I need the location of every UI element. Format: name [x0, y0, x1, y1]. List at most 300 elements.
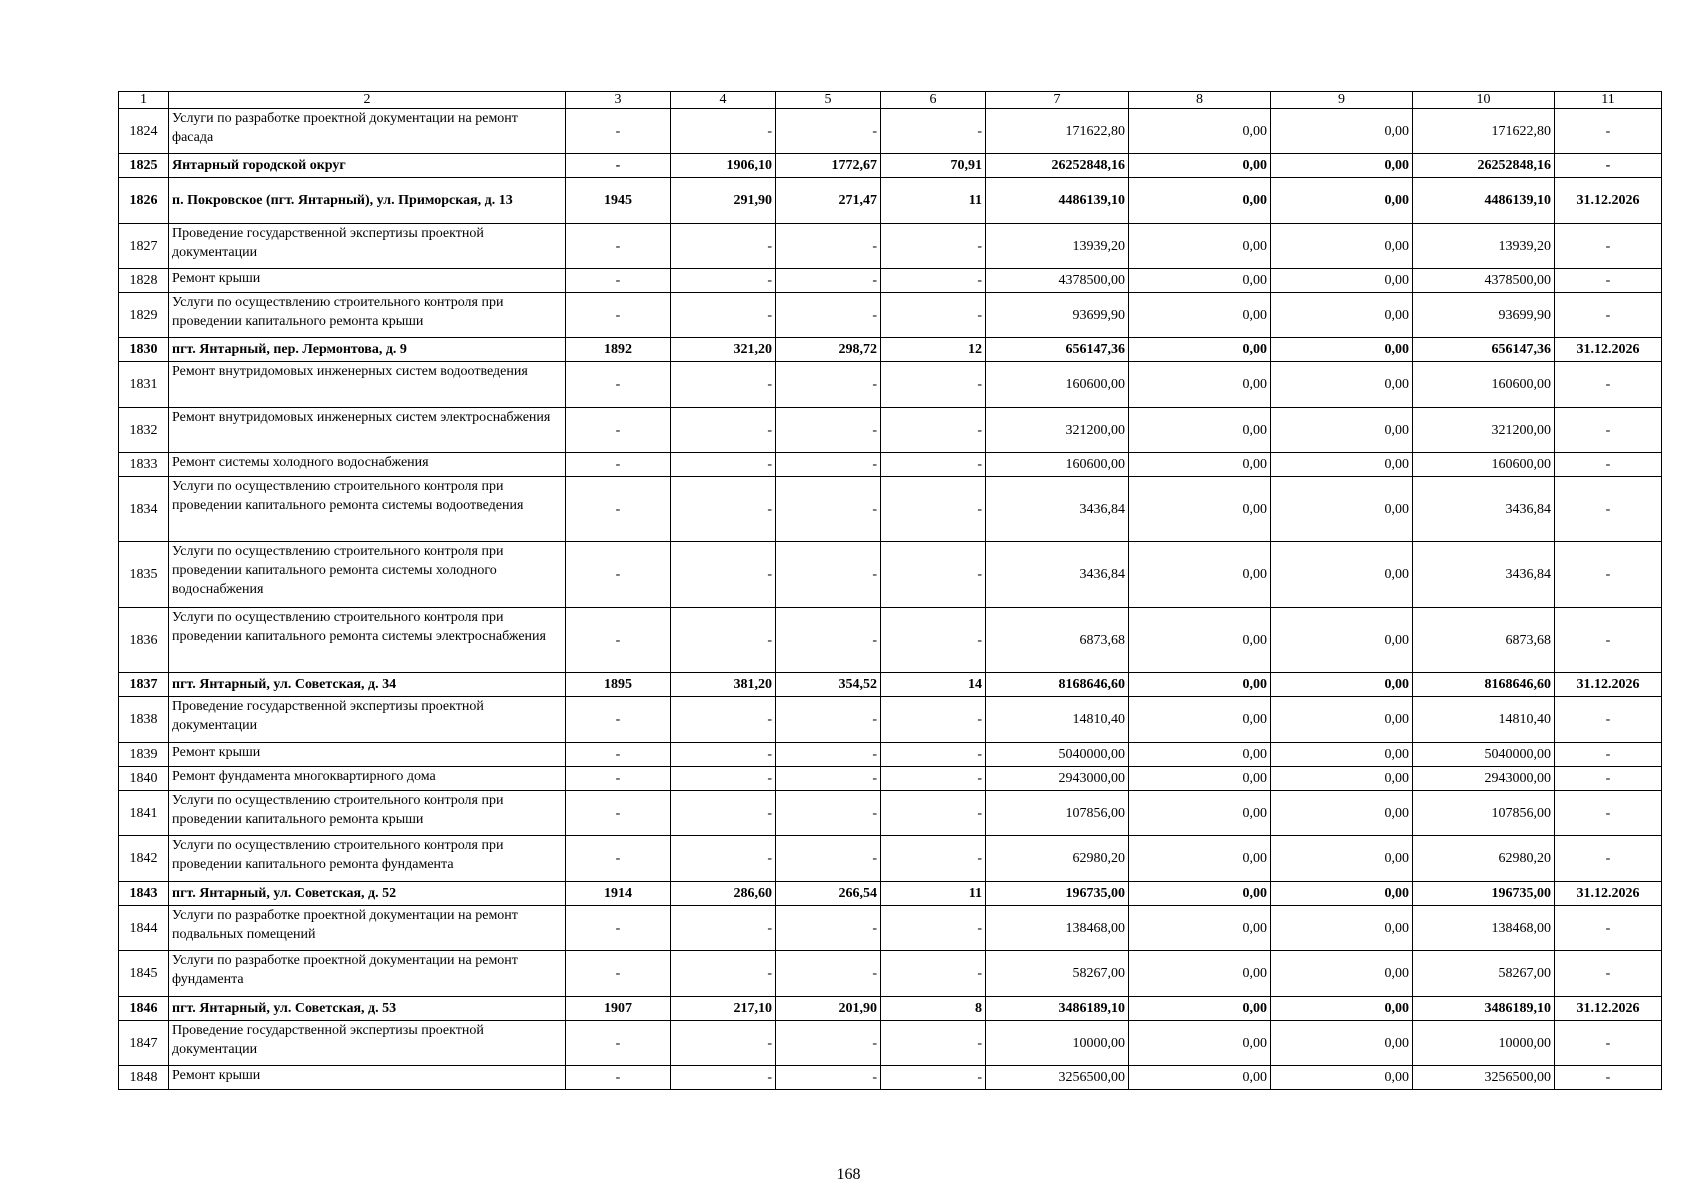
- cell-cost-total: 10000,00: [986, 1021, 1129, 1066]
- cell-fund-federal: 0,00: [1129, 362, 1271, 408]
- cell-fund-owners: 6873,68: [1413, 608, 1555, 673]
- table-row: [119, 453, 1662, 477]
- cell-area-living: -: [776, 743, 881, 767]
- table-row: [119, 882, 1662, 906]
- cell-fund-owners: 3436,84: [1413, 477, 1555, 542]
- row-name: Услуги по осуществлению строительного контроля при проведении капитального ремонта системы холодного водоснабжения: [169, 542, 566, 608]
- table-row: [119, 269, 1662, 293]
- cell-fund-owners: 2943000,00: [1413, 767, 1555, 791]
- cell-year: -: [566, 224, 671, 269]
- cell-residents: -: [881, 906, 986, 951]
- cell-year: -: [566, 154, 671, 178]
- cell-year: -: [566, 362, 671, 408]
- cell-residents: -: [881, 362, 986, 408]
- cell-year: -: [566, 697, 671, 743]
- header-cell: 9: [1271, 92, 1413, 109]
- table-row: [119, 608, 1662, 673]
- cell-year: -: [566, 791, 671, 836]
- cell-area-living: -: [776, 608, 881, 673]
- cell-fund-owners: 13939,20: [1413, 224, 1555, 269]
- cell-fund-federal: 0,00: [1129, 791, 1271, 836]
- row-number: 1828: [119, 269, 169, 293]
- cell-deadline: -: [1555, 362, 1662, 408]
- cell-fund-regional: 0,00: [1271, 836, 1413, 882]
- row-name: Услуги по осуществлению строительного контроля при проведении капитального ремонта фундамента: [169, 836, 566, 882]
- cell-year: -: [566, 408, 671, 453]
- cell-fund-regional: 0,00: [1271, 882, 1413, 906]
- cell-fund-owners: 93699,90: [1413, 293, 1555, 338]
- cell-fund-owners: 107856,00: [1413, 791, 1555, 836]
- cell-fund-owners: 4486139,10: [1413, 178, 1555, 224]
- cell-fund-regional: 0,00: [1271, 154, 1413, 178]
- row-number: 1845: [119, 951, 169, 997]
- header-cell: 3: [566, 92, 671, 109]
- cell-fund-owners: 58267,00: [1413, 951, 1555, 997]
- cell-area-total: -: [671, 951, 776, 997]
- cell-year: -: [566, 542, 671, 608]
- cell-fund-regional: 0,00: [1271, 1021, 1413, 1066]
- cell-deadline: -: [1555, 109, 1662, 154]
- cell-deadline: -: [1555, 542, 1662, 608]
- row-number: 1834: [119, 477, 169, 542]
- cell-cost-total: 196735,00: [986, 882, 1129, 906]
- cell-fund-regional: 0,00: [1271, 477, 1413, 542]
- cell-fund-federal: 0,00: [1129, 542, 1271, 608]
- row-name: Услуги по осуществлению строительного контроля при проведении капитального ремонта системы водоотведения: [169, 477, 566, 542]
- cell-fund-regional: 0,00: [1271, 743, 1413, 767]
- cell-cost-total: 171622,80: [986, 109, 1129, 154]
- cell-area-living: -: [776, 951, 881, 997]
- cell-deadline: -: [1555, 477, 1662, 542]
- cell-cost-total: 4378500,00: [986, 269, 1129, 293]
- cell-year: 1945: [566, 178, 671, 224]
- cell-deadline: -: [1555, 697, 1662, 743]
- row-number: 1832: [119, 408, 169, 453]
- cell-fund-regional: 0,00: [1271, 293, 1413, 338]
- cell-area-total: -: [671, 542, 776, 608]
- row-name: Ремонт крыши: [169, 743, 566, 767]
- cell-fund-owners: 26252848,16: [1413, 154, 1555, 178]
- cell-year: -: [566, 836, 671, 882]
- row-number: 1837: [119, 673, 169, 697]
- row-name: пгт. Янтарный, ул. Советская, д. 53: [169, 997, 566, 1021]
- row-number: 1848: [119, 1066, 169, 1090]
- table-row: [119, 1066, 1662, 1090]
- cell-fund-federal: 0,00: [1129, 1066, 1271, 1090]
- cell-fund-regional: 0,00: [1271, 362, 1413, 408]
- row-number: 1838: [119, 697, 169, 743]
- cell-residents: 14: [881, 673, 986, 697]
- cell-area-living: 354,52: [776, 673, 881, 697]
- cell-fund-regional: 0,00: [1271, 453, 1413, 477]
- cell-year: -: [566, 743, 671, 767]
- cell-cost-total: 138468,00: [986, 906, 1129, 951]
- row-number: 1844: [119, 906, 169, 951]
- header-cell: 11: [1555, 92, 1662, 109]
- cell-cost-total: 3436,84: [986, 477, 1129, 542]
- cell-fund-federal: 0,00: [1129, 997, 1271, 1021]
- cell-area-living: -: [776, 269, 881, 293]
- cell-year: -: [566, 477, 671, 542]
- cell-cost-total: 4486139,10: [986, 178, 1129, 224]
- cell-fund-federal: 0,00: [1129, 1021, 1271, 1066]
- header-cell: 2: [169, 92, 566, 109]
- cell-fund-federal: 0,00: [1129, 951, 1271, 997]
- row-number: 1835: [119, 542, 169, 608]
- header-cell: 4: [671, 92, 776, 109]
- cell-area-total: -: [671, 477, 776, 542]
- cell-fund-federal: 0,00: [1129, 767, 1271, 791]
- cell-fund-federal: 0,00: [1129, 269, 1271, 293]
- cell-deadline: 31.12.2026: [1555, 338, 1662, 362]
- table-row: [119, 542, 1662, 608]
- cell-area-total: -: [671, 1066, 776, 1090]
- table-row: [119, 178, 1662, 224]
- cell-cost-total: 6873,68: [986, 608, 1129, 673]
- header-cell: 10: [1413, 92, 1555, 109]
- row-name: Услуги по осуществлению строительного контроля при проведении капитального ремонта крыши: [169, 791, 566, 836]
- cell-area-living: 201,90: [776, 997, 881, 1021]
- cell-area-total: -: [671, 767, 776, 791]
- row-name: Ремонт внутридомовых инженерных систем электроснабжения: [169, 408, 566, 453]
- cell-fund-regional: 0,00: [1271, 608, 1413, 673]
- cell-fund-federal: 0,00: [1129, 338, 1271, 362]
- cell-residents: -: [881, 269, 986, 293]
- cell-fund-regional: 0,00: [1271, 542, 1413, 608]
- cell-area-total: -: [671, 293, 776, 338]
- cell-area-living: 266,54: [776, 882, 881, 906]
- cell-area-living: -: [776, 697, 881, 743]
- table-row: [119, 697, 1662, 743]
- cell-year: -: [566, 293, 671, 338]
- cell-area-living: 271,47: [776, 178, 881, 224]
- cell-fund-federal: 0,00: [1129, 906, 1271, 951]
- table-row: [119, 224, 1662, 269]
- cell-fund-regional: 0,00: [1271, 697, 1413, 743]
- cell-fund-regional: 0,00: [1271, 767, 1413, 791]
- cell-fund-regional: 0,00: [1271, 906, 1413, 951]
- cell-area-total: -: [671, 743, 776, 767]
- cell-cost-total: 26252848,16: [986, 154, 1129, 178]
- cell-area-total: 321,20: [671, 338, 776, 362]
- cell-area-living: -: [776, 408, 881, 453]
- cell-year: -: [566, 767, 671, 791]
- cell-deadline: -: [1555, 608, 1662, 673]
- row-number: 1824: [119, 109, 169, 154]
- cell-fund-regional: 0,00: [1271, 1066, 1413, 1090]
- cell-cost-total: 93699,90: [986, 293, 1129, 338]
- cell-fund-owners: 3256500,00: [1413, 1066, 1555, 1090]
- cell-year: -: [566, 109, 671, 154]
- cell-cost-total: 5040000,00: [986, 743, 1129, 767]
- row-name: Ремонт крыши: [169, 269, 566, 293]
- row-name: п. Покровское (пгт. Янтарный), ул. Приморская, д. 13: [169, 178, 566, 224]
- cell-deadline: -: [1555, 951, 1662, 997]
- cell-fund-owners: 62980,20: [1413, 836, 1555, 882]
- cell-cost-total: 62980,20: [986, 836, 1129, 882]
- header-cell: 1: [119, 92, 169, 109]
- cell-fund-owners: 4378500,00: [1413, 269, 1555, 293]
- cell-fund-owners: 3486189,10: [1413, 997, 1555, 1021]
- cell-fund-owners: 138468,00: [1413, 906, 1555, 951]
- cell-deadline: -: [1555, 154, 1662, 178]
- cell-year: -: [566, 906, 671, 951]
- cell-fund-regional: 0,00: [1271, 951, 1413, 997]
- table-row: [119, 154, 1662, 178]
- cell-fund-owners: 196735,00: [1413, 882, 1555, 906]
- cell-residents: -: [881, 109, 986, 154]
- cell-residents: -: [881, 1066, 986, 1090]
- row-name: Ремонт внутридомовых инженерных систем водоотведения: [169, 362, 566, 408]
- cell-residents: -: [881, 767, 986, 791]
- cell-year: -: [566, 1021, 671, 1066]
- page-number: 168: [836, 1166, 861, 1183]
- cell-fund-federal: 0,00: [1129, 697, 1271, 743]
- row-name: пгт. Янтарный, ул. Советская, д. 34: [169, 673, 566, 697]
- row-number: 1846: [119, 997, 169, 1021]
- cell-fund-regional: 0,00: [1271, 224, 1413, 269]
- cell-area-total: -: [671, 906, 776, 951]
- cell-fund-owners: 3436,84: [1413, 542, 1555, 608]
- cell-area-total: -: [671, 224, 776, 269]
- cell-area-living: -: [776, 767, 881, 791]
- cell-residents: -: [881, 408, 986, 453]
- cell-cost-total: 107856,00: [986, 791, 1129, 836]
- table-row: [119, 1021, 1662, 1066]
- cell-fund-federal: 0,00: [1129, 836, 1271, 882]
- cell-cost-total: 8168646,60: [986, 673, 1129, 697]
- cell-deadline: 31.12.2026: [1555, 178, 1662, 224]
- cell-area-living: -: [776, 791, 881, 836]
- cell-year: -: [566, 269, 671, 293]
- row-name: Услуги по осуществлению строительного контроля при проведении капитального ремонта системы электроснабжения: [169, 608, 566, 673]
- cell-area-total: 286,60: [671, 882, 776, 906]
- row-number: 1826: [119, 178, 169, 224]
- cell-fund-federal: 0,00: [1129, 477, 1271, 542]
- cell-fund-regional: 0,00: [1271, 408, 1413, 453]
- row-number: 1833: [119, 453, 169, 477]
- table-row: [119, 743, 1662, 767]
- cell-deadline: 31.12.2026: [1555, 997, 1662, 1021]
- cell-fund-owners: 160600,00: [1413, 453, 1555, 477]
- header-cell: 6: [881, 92, 986, 109]
- row-name: Услуги по разработке проектной документации на ремонт подвальных помещений: [169, 906, 566, 951]
- cell-residents: -: [881, 453, 986, 477]
- row-name: Ремонт крыши: [169, 1066, 566, 1090]
- table-row: [119, 362, 1662, 408]
- row-name: Проведение государственной экспертизы проектной документации: [169, 224, 566, 269]
- row-name: Янтарный городской округ: [169, 154, 566, 178]
- cell-deadline: -: [1555, 906, 1662, 951]
- cell-fund-federal: 0,00: [1129, 608, 1271, 673]
- row-name: Услуги по осуществлению строительного контроля при проведении капитального ремонта крыши: [169, 293, 566, 338]
- cell-deadline: -: [1555, 269, 1662, 293]
- cell-residents: -: [881, 293, 986, 338]
- row-number: 1830: [119, 338, 169, 362]
- row-number: 1840: [119, 767, 169, 791]
- cell-area-total: -: [671, 362, 776, 408]
- cell-deadline: 31.12.2026: [1555, 882, 1662, 906]
- cell-cost-total: 160600,00: [986, 453, 1129, 477]
- cell-area-total: -: [671, 836, 776, 882]
- cell-fund-regional: 0,00: [1271, 269, 1413, 293]
- cell-cost-total: 3256500,00: [986, 1066, 1129, 1090]
- cell-fund-regional: 0,00: [1271, 109, 1413, 154]
- table-row: [119, 836, 1662, 882]
- cell-cost-total: 3436,84: [986, 542, 1129, 608]
- table-row: [119, 791, 1662, 836]
- cell-fund-owners: 8168646,60: [1413, 673, 1555, 697]
- header-cell: 7: [986, 92, 1129, 109]
- cell-fund-federal: 0,00: [1129, 224, 1271, 269]
- cell-year: -: [566, 453, 671, 477]
- cell-area-total: -: [671, 269, 776, 293]
- cell-area-total: -: [671, 408, 776, 453]
- cell-year: -: [566, 1066, 671, 1090]
- cell-residents: -: [881, 951, 986, 997]
- cell-year: 1892: [566, 338, 671, 362]
- row-name: Ремонт фундамента многоквартирного дома: [169, 767, 566, 791]
- row-number: 1829: [119, 293, 169, 338]
- cell-fund-owners: 160600,00: [1413, 362, 1555, 408]
- cell-cost-total: 14810,40: [986, 697, 1129, 743]
- cell-cost-total: 58267,00: [986, 951, 1129, 997]
- cell-deadline: -: [1555, 1021, 1662, 1066]
- cell-year: 1914: [566, 882, 671, 906]
- cell-area-total: -: [671, 1021, 776, 1066]
- cell-residents: 8: [881, 997, 986, 1021]
- cell-fund-owners: 5040000,00: [1413, 743, 1555, 767]
- row-number: 1843: [119, 882, 169, 906]
- cell-area-total: -: [671, 697, 776, 743]
- table-row: [119, 673, 1662, 697]
- cell-area-living: -: [776, 362, 881, 408]
- row-number: 1831: [119, 362, 169, 408]
- cell-fund-owners: 10000,00: [1413, 1021, 1555, 1066]
- cell-residents: 12: [881, 338, 986, 362]
- cell-residents: -: [881, 1021, 986, 1066]
- cell-deadline: -: [1555, 767, 1662, 791]
- cell-residents: -: [881, 836, 986, 882]
- cell-fund-owners: 14810,40: [1413, 697, 1555, 743]
- cell-deadline: -: [1555, 743, 1662, 767]
- cell-deadline: -: [1555, 791, 1662, 836]
- cell-residents: -: [881, 697, 986, 743]
- cell-fund-regional: 0,00: [1271, 338, 1413, 362]
- cell-residents: -: [881, 743, 986, 767]
- cell-area-living: -: [776, 293, 881, 338]
- cell-year: -: [566, 951, 671, 997]
- row-name: Услуги по разработке проектной документации на ремонт фундамента: [169, 951, 566, 997]
- cell-residents: 11: [881, 882, 986, 906]
- cell-fund-federal: 0,00: [1129, 453, 1271, 477]
- cell-area-total: -: [671, 453, 776, 477]
- table-row: [119, 767, 1662, 791]
- cell-cost-total: 321200,00: [986, 408, 1129, 453]
- cell-residents: 70,91: [881, 154, 986, 178]
- cell-residents: -: [881, 608, 986, 673]
- row-name: Проведение государственной экспертизы проектной документации: [169, 1021, 566, 1066]
- cell-deadline: -: [1555, 453, 1662, 477]
- header-cell: 8: [1129, 92, 1271, 109]
- cell-cost-total: 160600,00: [986, 362, 1129, 408]
- cell-year: 1907: [566, 997, 671, 1021]
- row-number: 1825: [119, 154, 169, 178]
- cell-fund-regional: 0,00: [1271, 673, 1413, 697]
- cell-cost-total: 656147,36: [986, 338, 1129, 362]
- cell-residents: -: [881, 542, 986, 608]
- cell-fund-owners: 171622,80: [1413, 109, 1555, 154]
- table-row: [119, 109, 1662, 154]
- cell-area-living: -: [776, 906, 881, 951]
- cell-area-living: -: [776, 109, 881, 154]
- table-row: [119, 293, 1662, 338]
- cell-fund-federal: 0,00: [1129, 673, 1271, 697]
- table-row: [119, 951, 1662, 997]
- cell-deadline: -: [1555, 408, 1662, 453]
- cell-year: -: [566, 608, 671, 673]
- cell-deadline: 31.12.2026: [1555, 673, 1662, 697]
- cell-fund-regional: 0,00: [1271, 791, 1413, 836]
- cell-deadline: -: [1555, 1066, 1662, 1090]
- row-number: 1836: [119, 608, 169, 673]
- table-row: [119, 477, 1662, 542]
- cell-fund-federal: 0,00: [1129, 408, 1271, 453]
- table-row: [119, 906, 1662, 951]
- cell-area-living: -: [776, 1066, 881, 1090]
- cell-area-living: 298,72: [776, 338, 881, 362]
- cell-residents: -: [881, 477, 986, 542]
- table-row: [119, 408, 1662, 453]
- cell-cost-total: 2943000,00: [986, 767, 1129, 791]
- cell-residents: 11: [881, 178, 986, 224]
- cell-fund-regional: 0,00: [1271, 178, 1413, 224]
- table-body: [119, 109, 1662, 1090]
- cell-area-total: 1906,10: [671, 154, 776, 178]
- row-name: Проведение государственной экспертизы проектной документации: [169, 697, 566, 743]
- repair-program-table: [118, 91, 1662, 1090]
- cell-area-total: 381,20: [671, 673, 776, 697]
- row-number: 1841: [119, 791, 169, 836]
- table-row: [119, 997, 1662, 1021]
- row-number: 1847: [119, 1021, 169, 1066]
- cell-area-living: -: [776, 453, 881, 477]
- row-name: пгт. Янтарный, ул. Советская, д. 52: [169, 882, 566, 906]
- cell-residents: -: [881, 224, 986, 269]
- cell-area-living: -: [776, 1021, 881, 1066]
- cell-area-living: -: [776, 836, 881, 882]
- cell-area-total: -: [671, 109, 776, 154]
- table-row: [119, 338, 1662, 362]
- cell-deadline: -: [1555, 224, 1662, 269]
- cell-area-living: -: [776, 224, 881, 269]
- cell-area-total: -: [671, 608, 776, 673]
- cell-residents: -: [881, 791, 986, 836]
- cell-area-living: -: [776, 477, 881, 542]
- cell-area-living: -: [776, 542, 881, 608]
- cell-area-total: -: [671, 791, 776, 836]
- cell-cost-total: 13939,20: [986, 224, 1129, 269]
- cell-area-total: 291,90: [671, 178, 776, 224]
- column-number-header: [119, 92, 1662, 109]
- cell-fund-federal: 0,00: [1129, 882, 1271, 906]
- row-name: Услуги по разработке проектной документации на ремонт фасада: [169, 109, 566, 154]
- cell-fund-federal: 0,00: [1129, 109, 1271, 154]
- cell-deadline: -: [1555, 836, 1662, 882]
- row-number: 1839: [119, 743, 169, 767]
- cell-fund-owners: 656147,36: [1413, 338, 1555, 362]
- header-cell: 5: [776, 92, 881, 109]
